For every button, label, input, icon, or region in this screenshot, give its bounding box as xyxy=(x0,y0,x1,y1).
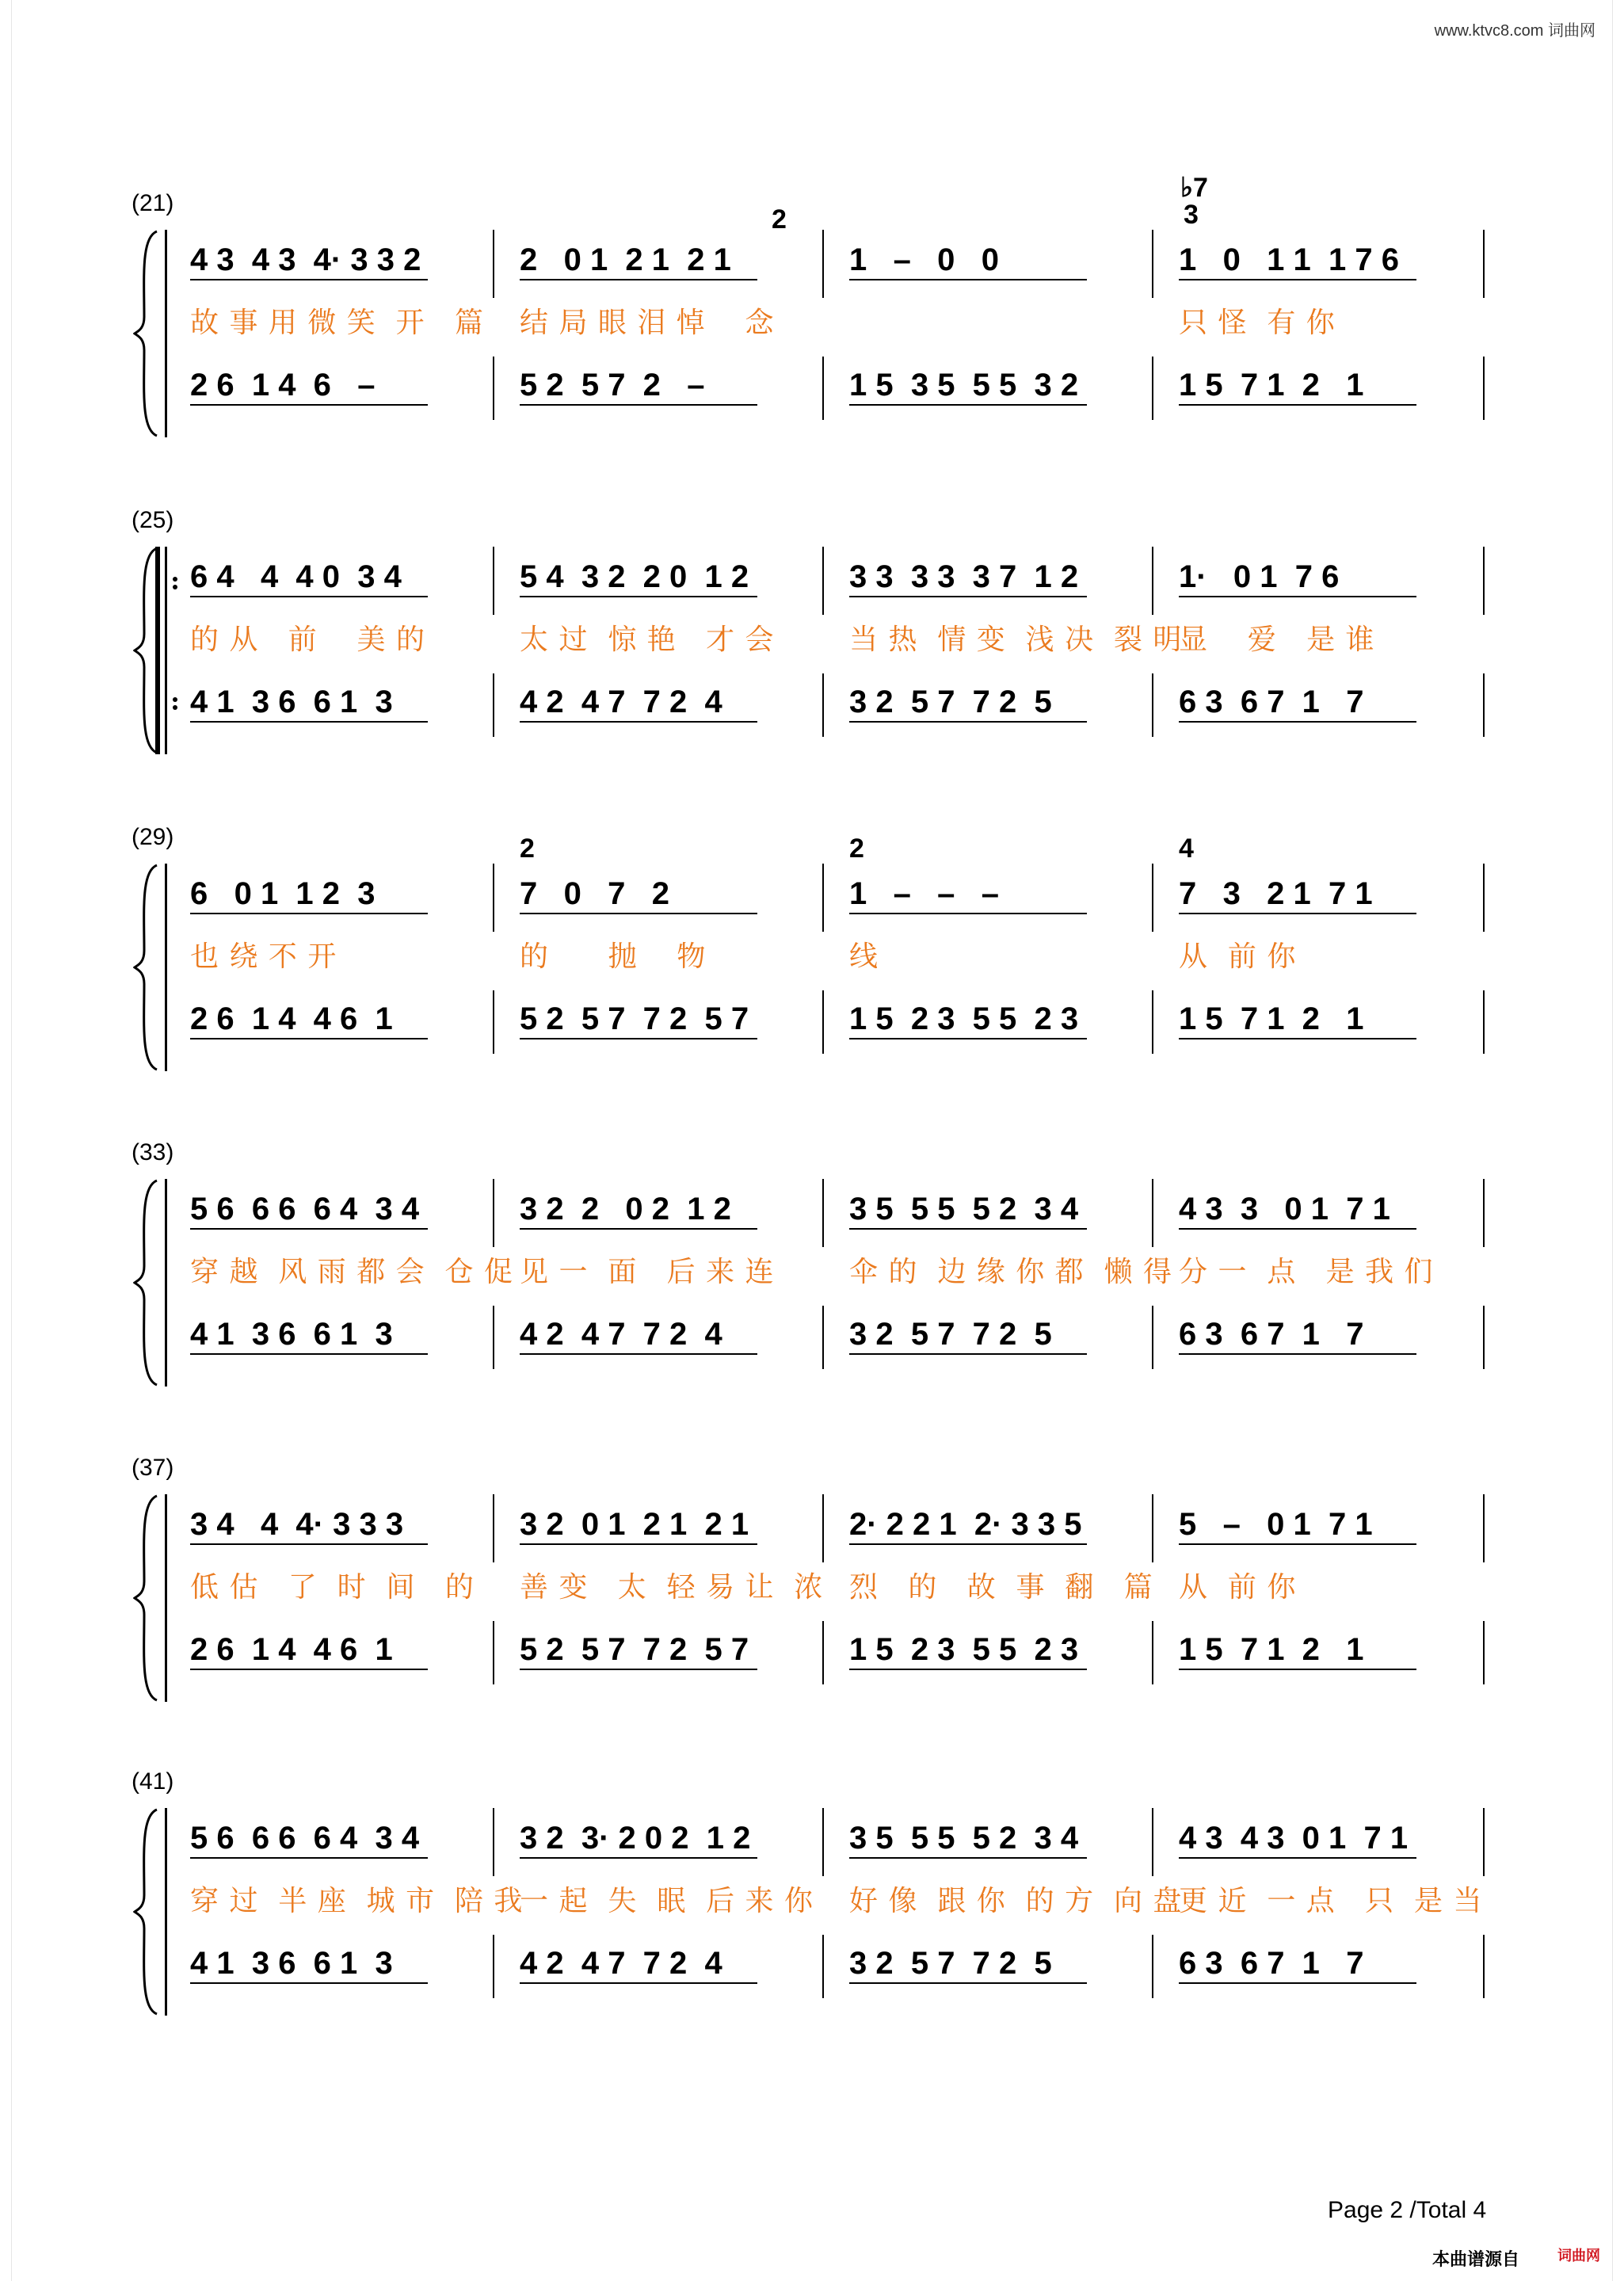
bass-measure: 1 5 7 1 2 1 xyxy=(1179,1001,1364,1036)
chord-note-top: 4 xyxy=(1179,833,1194,864)
melody-measure: 7 0 7 2 xyxy=(520,876,670,911)
grace-note: 2 xyxy=(849,833,864,864)
lyric-measure: 也 绕 不 开 xyxy=(190,940,337,973)
bass-beam xyxy=(190,404,428,406)
grand-staff-brace xyxy=(133,230,165,437)
bass-beam xyxy=(190,1982,428,1984)
grand-staff-brace xyxy=(133,1808,165,2016)
melody-beam xyxy=(849,913,1087,914)
melody-beam xyxy=(190,913,428,914)
lyric-measure: 线 xyxy=(849,940,879,973)
measure-number: (37) xyxy=(132,1455,174,1481)
barline xyxy=(493,1494,494,1562)
melody-measure: 1 0 1 1 1 7 6 xyxy=(1179,242,1399,277)
bass-beam xyxy=(1179,404,1416,406)
measure-number: (21) xyxy=(132,190,174,216)
melody-beam xyxy=(520,1543,757,1545)
melody-measure: 1 – 0 0 xyxy=(849,242,1000,277)
barline xyxy=(493,864,494,932)
source-label: 本曲谱源自 xyxy=(1432,2249,1520,2269)
bass-beam xyxy=(849,1982,1087,1984)
barline xyxy=(1483,1494,1485,1562)
grace-note: 2 xyxy=(772,204,787,235)
score-system xyxy=(0,507,1624,753)
score-system xyxy=(0,1139,1624,1385)
chord-note-top: 2 xyxy=(520,833,535,864)
barline xyxy=(822,1621,824,1684)
bass-measure: 1 5 7 1 2 1 xyxy=(1179,368,1364,402)
barline xyxy=(165,230,167,437)
barline xyxy=(1483,990,1485,1054)
bass-beam xyxy=(520,1038,757,1039)
melody-measure: 3 2 2 0 2 1 2 xyxy=(520,1192,731,1226)
barline xyxy=(165,1808,167,2016)
melody-beam xyxy=(849,279,1087,280)
bass-beam xyxy=(520,1669,757,1670)
chord-note-top: ♭7 xyxy=(1180,173,1208,203)
melody-beam xyxy=(1179,1857,1416,1859)
melody-measure: 2 0 1 2 1 2 1 xyxy=(520,242,731,277)
lyric-measure: 结 局 眼 泪 悼 念 xyxy=(520,307,775,339)
barline xyxy=(1483,357,1485,420)
lyric-measure: 只 怪 有 你 xyxy=(1179,307,1336,339)
barline xyxy=(1483,1306,1485,1369)
melody-beam xyxy=(849,1543,1087,1545)
melody-beam xyxy=(1179,279,1416,280)
melody-beam xyxy=(1179,1543,1416,1545)
grand-staff-brace xyxy=(133,864,165,1071)
melody-measure: 4 3 4 3 4· 3 3 2 xyxy=(190,242,421,277)
bass-beam xyxy=(1179,721,1416,723)
score-system xyxy=(0,1455,1624,1700)
measure-number: (29) xyxy=(132,824,174,850)
bass-beam xyxy=(849,404,1087,406)
bass-beam xyxy=(190,721,428,723)
barline xyxy=(1483,1621,1485,1684)
lyric-measure: 低 估 了 时 间 的 xyxy=(190,1571,475,1604)
barline xyxy=(822,864,824,932)
barline xyxy=(1152,547,1153,615)
repeat-barline xyxy=(155,547,160,754)
bass-measure: 1 5 2 3 5 5 2 3 xyxy=(849,1632,1079,1667)
bass-measure: 4 2 4 7 7 2 4 xyxy=(520,1946,722,1981)
lyric-measure: 烈 的 故 事 翻 篇 xyxy=(849,1571,1153,1604)
melody-beam xyxy=(520,1857,757,1859)
bass-measure: 2 6 1 4 4 6 1 xyxy=(190,1001,393,1036)
melody-beam xyxy=(190,596,428,597)
site-logo xyxy=(1551,2242,1607,2268)
barline xyxy=(1483,1808,1485,1876)
barline xyxy=(822,1494,824,1562)
barline xyxy=(1152,1935,1153,1998)
melody-beam xyxy=(190,1543,428,1545)
score-system xyxy=(0,824,1624,1070)
repeat-dot xyxy=(173,697,177,702)
barline xyxy=(822,1179,824,1247)
barline xyxy=(822,357,824,420)
barline xyxy=(822,1306,824,1369)
melody-measure: 5 6 6 6 6 4 3 4 xyxy=(190,1192,420,1226)
barline xyxy=(493,357,494,420)
barline xyxy=(822,990,824,1054)
bass-beam xyxy=(190,1669,428,1670)
lyric-measure: 的 从 前 美 的 xyxy=(190,624,425,656)
lyric-measure: 当 热 情 变 浅 决 裂 明 xyxy=(849,624,1183,656)
melody-measure: 3 4 4 4· 3 3 3 xyxy=(190,1507,404,1542)
barline xyxy=(1483,864,1485,932)
bass-measure: 4 2 4 7 7 2 4 xyxy=(520,1317,722,1352)
melody-measure: 2· 2 2 1 2· 3 3 5 xyxy=(849,1507,1082,1542)
barline xyxy=(493,990,494,1054)
barline xyxy=(165,1494,167,1702)
bass-beam xyxy=(190,1353,428,1355)
barline xyxy=(1152,1494,1153,1562)
bass-measure: 1 5 7 1 2 1 xyxy=(1179,1632,1364,1667)
melody-measure: 4 3 4 3 0 1 7 1 xyxy=(1179,1821,1409,1856)
bass-beam xyxy=(849,721,1087,723)
melody-beam xyxy=(520,596,757,597)
melody-measure: 5 6 6 6 6 4 3 4 xyxy=(190,1821,420,1856)
bass-beam xyxy=(190,1038,428,1039)
lyric-measure: 好 像 跟 你 的 方 向 盘 xyxy=(849,1885,1183,1917)
melody-measure: 3 2 0 1 2 1 2 1 xyxy=(520,1507,749,1542)
barline xyxy=(822,673,824,737)
bass-beam xyxy=(520,721,757,723)
melody-measure: 7 3 2 1 7 1 xyxy=(1179,876,1373,911)
bass-measure: 6 3 6 7 1 7 xyxy=(1179,1946,1364,1981)
bass-beam xyxy=(1179,1038,1416,1039)
bass-beam xyxy=(849,1669,1087,1670)
lyric-measure: 更 近 一 点 只 是 当 xyxy=(1179,1885,1483,1917)
bass-measure: 2 6 1 4 4 6 1 xyxy=(190,1632,393,1667)
lyric-measure: 从 前 你 xyxy=(1179,1571,1297,1604)
lyric-measure: 善 变 太 轻 易 让 浓 xyxy=(520,1571,824,1604)
chord-note-middle: 3 xyxy=(1184,200,1199,230)
bass-measure: 3 2 5 7 7 2 5 xyxy=(849,1946,1052,1981)
bass-beam xyxy=(520,1982,757,1984)
lyric-measure: 显 爱 是 谁 xyxy=(1179,624,1375,656)
melody-beam xyxy=(1179,913,1416,914)
melody-beam xyxy=(520,913,757,914)
melody-beam xyxy=(849,1228,1087,1230)
melody-measure: 6 4 4 4 0 3 4 xyxy=(190,559,402,594)
melody-beam xyxy=(1179,596,1416,597)
barline xyxy=(822,1808,824,1876)
logo-text: 词曲网 xyxy=(1557,2248,1600,2264)
barline xyxy=(493,1621,494,1684)
lyric-measure: 从 前 你 xyxy=(1179,940,1297,973)
barline xyxy=(493,673,494,737)
grand-staff-brace xyxy=(133,547,165,754)
bass-measure: 3 2 5 7 7 2 5 xyxy=(849,1317,1052,1352)
barline xyxy=(1483,1935,1485,1998)
measure-number: (33) xyxy=(132,1139,174,1165)
lyric-measure: 太 过 惊 艳 才 会 xyxy=(520,624,775,656)
lyric-measure: 穿 过 半 座 城 市 陪 我 xyxy=(190,1885,524,1917)
barline xyxy=(1152,864,1153,932)
barline xyxy=(493,1306,494,1369)
barline xyxy=(165,1179,167,1387)
melody-measure: 3 3 3 3 3 7 1 2 xyxy=(849,559,1079,594)
lyric-measure: 见 一 面 后 来 连 xyxy=(520,1256,775,1288)
measure-number: (41) xyxy=(132,1768,174,1795)
melody-beam xyxy=(190,279,428,280)
barline xyxy=(1152,1306,1153,1369)
melody-measure: 1· 0 1 7 6 xyxy=(1179,559,1340,594)
bass-beam xyxy=(849,1353,1087,1355)
repeat-dot xyxy=(173,585,177,589)
melody-measure: 5 4 3 2 2 0 1 2 xyxy=(520,559,749,594)
melody-measure: 4 3 3 0 1 7 1 xyxy=(1179,1192,1390,1226)
melody-measure: 1 – – – xyxy=(849,876,1000,911)
barline xyxy=(822,547,824,615)
repeat-dot xyxy=(173,577,177,582)
bass-beam xyxy=(849,1038,1087,1039)
bass-measure: 4 2 4 7 7 2 4 xyxy=(520,685,722,719)
bass-measure: 1 5 2 3 5 5 2 3 xyxy=(849,1001,1079,1036)
barline xyxy=(1483,230,1485,298)
barline xyxy=(493,1179,494,1247)
melody-measure: 3 2 3· 2 0 2 1 2 xyxy=(520,1821,751,1856)
lyric-measure: 伞 的 边 缘 你 都 懒 得 xyxy=(849,1256,1172,1288)
bass-measure: 4 1 3 6 6 1 3 xyxy=(190,1946,393,1981)
barline xyxy=(165,864,167,1071)
lyric-measure: 故 事 用 微 笑 开 篇 xyxy=(190,307,484,339)
barline xyxy=(165,547,167,754)
barline xyxy=(1152,673,1153,737)
melody-beam xyxy=(849,596,1087,597)
barline xyxy=(1152,1808,1153,1876)
bass-beam xyxy=(520,1353,757,1355)
bass-measure: 6 3 6 7 1 7 xyxy=(1179,685,1364,719)
bass-measure: 4 1 3 6 6 1 3 xyxy=(190,685,393,719)
barline xyxy=(1483,547,1485,615)
score-system xyxy=(0,1768,1624,2014)
barline xyxy=(1152,1179,1153,1247)
grand-staff-brace xyxy=(133,1494,165,1702)
bass-measure: 2 6 1 4 6 – xyxy=(190,368,376,402)
bass-beam xyxy=(520,404,757,406)
measure-number: (25) xyxy=(132,507,174,533)
bass-beam xyxy=(1179,1982,1416,1984)
grand-staff-brace xyxy=(133,1179,165,1387)
bass-measure: 5 2 5 7 7 2 5 7 xyxy=(520,1632,749,1667)
melody-measure: 5 – 0 1 7 1 xyxy=(1179,1507,1373,1542)
lyric-measure: 的 抛 物 xyxy=(520,940,707,973)
bass-measure: 4 1 3 6 6 1 3 xyxy=(190,1317,393,1352)
barline xyxy=(1152,1621,1153,1684)
melody-measure: 6 0 1 1 2 3 xyxy=(190,876,376,911)
barline xyxy=(822,230,824,298)
lyric-measure: 分 一 点 是 我 们 xyxy=(1179,1256,1434,1288)
barline xyxy=(493,1808,494,1876)
barline xyxy=(822,1935,824,1998)
barline xyxy=(1152,230,1153,298)
bass-beam xyxy=(1179,1353,1416,1355)
melody-beam xyxy=(520,279,757,280)
barline xyxy=(1483,673,1485,737)
melody-beam xyxy=(849,1857,1087,1859)
repeat-dot xyxy=(173,705,177,710)
barline xyxy=(493,547,494,615)
bass-measure: 3 2 5 7 7 2 5 xyxy=(849,685,1052,719)
bass-beam xyxy=(1179,1669,1416,1670)
barline xyxy=(1152,990,1153,1054)
barline xyxy=(1483,1179,1485,1247)
lyric-measure: 一 起 失 眠 后 来 你 xyxy=(520,1885,814,1917)
score-system xyxy=(0,190,1624,436)
melody-measure: 3 5 5 5 5 2 3 4 xyxy=(849,1821,1079,1856)
site-label: www.ktvc8.com 词曲网 xyxy=(1434,22,1595,40)
melody-beam xyxy=(190,1857,428,1859)
barline xyxy=(493,1935,494,1998)
barline xyxy=(493,230,494,298)
bass-measure: 6 3 6 7 1 7 xyxy=(1179,1317,1364,1352)
melody-beam xyxy=(190,1228,428,1230)
melody-beam xyxy=(1179,1228,1416,1230)
bass-measure: 1 5 3 5 5 5 3 2 xyxy=(849,368,1079,402)
page-indicator: Page 2 /Total 4 xyxy=(1328,2197,1487,2223)
lyric-measure: 穿 越 风 雨 都 会 仓 促 xyxy=(190,1256,513,1288)
bass-measure: 5 2 5 7 7 2 5 7 xyxy=(520,1001,749,1036)
barline xyxy=(1152,357,1153,420)
melody-beam xyxy=(520,1228,757,1230)
melody-measure: 3 5 5 5 5 2 3 4 xyxy=(849,1192,1079,1226)
bass-measure: 5 2 5 7 2 – xyxy=(520,368,705,402)
